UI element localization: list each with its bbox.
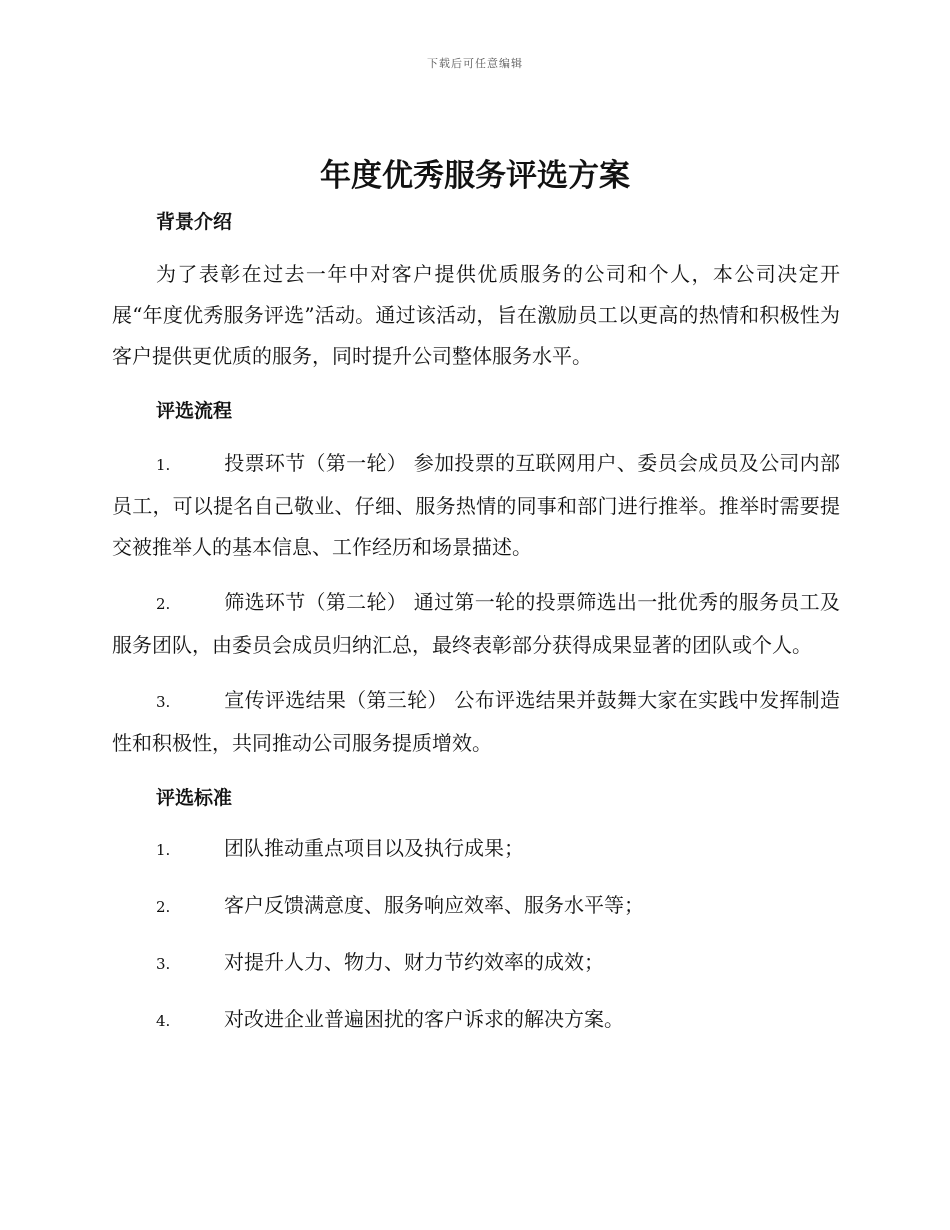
process-item-text: 宣传评选结果（第三轮） 公布评选结果并鼓舞大家在实践中发挥制造性和积极性，共同推动公司服务提质增效。: [112, 688, 840, 755]
process-item-text: 筛选环节（第二轮） 通过第一轮的投票筛选出一批优秀的服务员工及服务团队，由委员会成员归纳汇总，最终表彰部分获得成果显著的团队或个人。: [112, 590, 840, 657]
criteria-item: [112, 942, 840, 984]
list-number: 4.: [156, 1012, 171, 1030]
criteria-item-text: 团队推动重点项目以及执行成果；: [224, 836, 524, 860]
criteria-list: [112, 828, 840, 1041]
section-heading-process: 评选流程: [156, 400, 233, 422]
section-heading-background: 背景介绍: [156, 211, 233, 233]
list-number: 2.: [156, 898, 171, 916]
list-number: 1.: [156, 841, 171, 859]
process-item: [112, 582, 840, 666]
list-number: 3.: [156, 955, 171, 973]
header-note: 下载后可任意编辑: [427, 57, 523, 70]
criteria-item-text: 对提升人力、物力、财力节约效率的成效；: [224, 950, 604, 974]
page-title: 年度优秀服务评选方案: [320, 158, 630, 194]
background-paragraph: 为了表彰在过去一年中对客户提供优质服务的公司和个人，本公司决定开展“年度优秀服务评选”活动。通过该活动，旨在激励员工以更高的热情和积极性为客户提供更优质的服务，同时提升公司整体服务水平。: [112, 262, 840, 368]
criteria-item: [112, 885, 840, 927]
list-number: 2.: [156, 595, 171, 613]
criteria-item: [112, 999, 840, 1041]
process-item-text: 投票环节（第一轮） 参加投票的互联网用户、委员会成员及公司内部员工，可以提名自己敬业、仔细、服务热情的同事和部门进行推举。推举时需要提交被推举人的基本信息、工作经历和场景描述。: [112, 451, 840, 559]
process-item: [112, 443, 840, 568]
section-heading-criteria: 评选标准: [156, 787, 233, 809]
criteria-item-text: 对改进企业普遍困扰的客户诉求的解决方案。: [224, 1007, 624, 1031]
list-number: 1.: [156, 456, 171, 474]
criteria-item-text: 客户反馈满意度、服务响应效率、服务水平等；: [224, 893, 644, 917]
document-body: [112, 202, 840, 1056]
process-item: [112, 680, 840, 764]
criteria-item: [112, 828, 840, 870]
list-number: 3.: [156, 693, 171, 711]
